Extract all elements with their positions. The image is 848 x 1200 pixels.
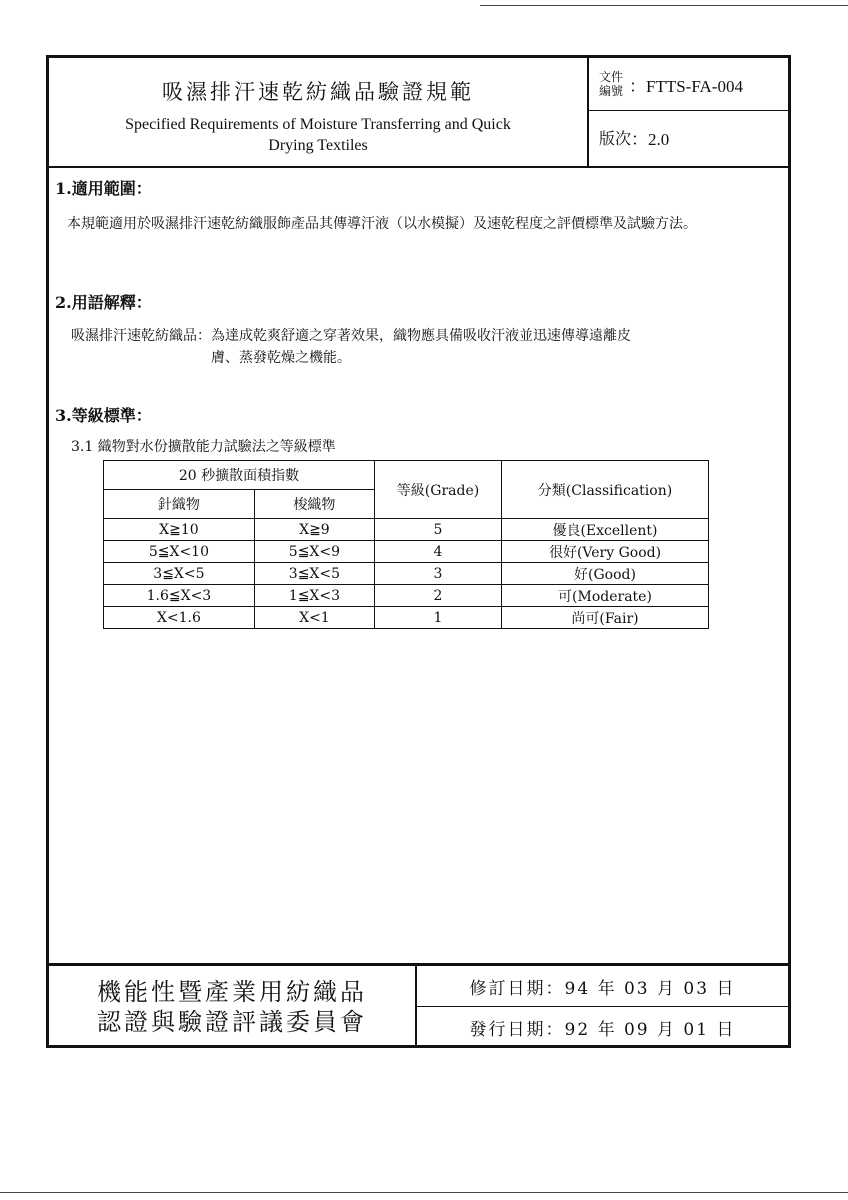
- committee-name: [49, 966, 417, 1048]
- revised-date: 修訂日期：94 年 03 月 03 日: [417, 966, 788, 1007]
- table-row: [104, 563, 709, 585]
- cell-grade: 4: [375, 541, 502, 563]
- table-row: [104, 519, 709, 541]
- cell-classification: 可(Moderate): [502, 585, 709, 607]
- doc-number-value: ：FTTS-FA-004: [629, 76, 743, 96]
- table-row: [104, 607, 709, 629]
- section-scope-body: 本規範適用於吸濕排汗速乾紡織服飾產品其傳導汗液（以水模擬）及速乾程度之評價標準及試驗方法。: [67, 216, 697, 232]
- cell-classification: 優良(Excellent): [502, 519, 709, 541]
- section-definitions-body: [55, 325, 755, 369]
- definition-term: 吸濕排汗速乾紡織品：: [71, 328, 211, 344]
- cell-grade: 2: [375, 585, 502, 607]
- cell-classification: 好(Good): [502, 563, 709, 585]
- table-header-row: [104, 461, 709, 490]
- cell-grade: 3: [375, 563, 502, 585]
- section-grades: [55, 403, 775, 629]
- definition-text: [211, 325, 631, 369]
- cell-knit: X<1.6: [104, 607, 255, 629]
- document-frame: [46, 55, 791, 1048]
- header-knit: 針織物: [104, 490, 255, 519]
- cell-woven: X≧9: [254, 519, 374, 541]
- header-classification: 分類(Classification): [502, 461, 709, 519]
- header-woven: 梭織物: [254, 490, 374, 519]
- title-chinese: 吸濕排汗速乾紡織品驗證規範: [162, 80, 474, 104]
- cell-woven: 1≦X<3: [254, 585, 374, 607]
- cell-knit: 5≦X<10: [104, 541, 255, 563]
- version-label: 版次: [599, 129, 632, 148]
- date-box: [417, 966, 788, 1048]
- cell-woven: 5≦X<9: [254, 541, 374, 563]
- cell-knit: 1.6≦X<3: [104, 585, 255, 607]
- cell-knit: 3≦X<5: [104, 563, 255, 585]
- version-row: [589, 111, 788, 164]
- cell-woven: 3≦X<5: [254, 563, 374, 585]
- definition-line1: 為達成乾爽舒適之穿著效果，織物應具備吸收汗液並迅速傳導遠離皮: [211, 328, 631, 344]
- cell-woven: X<1: [254, 607, 374, 629]
- cell-grade: 1: [375, 607, 502, 629]
- cell-classification: 尚可(Fair): [502, 607, 709, 629]
- section-definitions-title: 2.用語解釋：: [55, 293, 152, 312]
- section-definitions: [55, 290, 755, 369]
- title-box: [49, 58, 589, 166]
- table-row: [104, 585, 709, 607]
- cell-grade: 5: [375, 519, 502, 541]
- committee-name-line1: 機能性暨產業用紡織品: [97, 978, 367, 1006]
- title-english-line1: Specified Requirements of Moisture Transferring and Quick: [125, 116, 511, 133]
- cell-knit: X≧10: [104, 519, 255, 541]
- version-value: ：2.0: [631, 130, 670, 149]
- doc-number-row: [589, 58, 788, 111]
- document-header: [49, 58, 788, 168]
- doc-number-label: 文件編號: [599, 70, 624, 98]
- table-row: [104, 541, 709, 563]
- scan-bottom-rule: [0, 1192, 848, 1193]
- title-english: [49, 114, 587, 156]
- header-grade: 等級(Grade): [375, 461, 502, 519]
- cell-classification: 很好(Very Good): [502, 541, 709, 563]
- issued-date: 發行日期：92 年 09 月 01 日: [469, 1020, 736, 1040]
- grade-table: [103, 460, 709, 629]
- meta-box: [589, 58, 788, 166]
- committee-name-line2: 認證與驗證評議委員會: [97, 1008, 367, 1036]
- section-scope: [55, 176, 755, 235]
- header-spread-index: 20 秒擴散面積指數: [104, 461, 375, 490]
- scan-top-rule: [480, 5, 848, 6]
- title-english-line2: Drying Textiles: [268, 137, 368, 154]
- section-grades-subtitle: 3.1 織物對水份擴散能力試驗法之等級標準: [71, 439, 336, 455]
- definition-line2: 膚、蒸發乾燥之機能。: [211, 350, 351, 366]
- section-grades-title: 3.等級標準：: [55, 406, 152, 425]
- section-scope-title: 1.適用範圍：: [55, 179, 152, 198]
- document-footer: [49, 963, 788, 1048]
